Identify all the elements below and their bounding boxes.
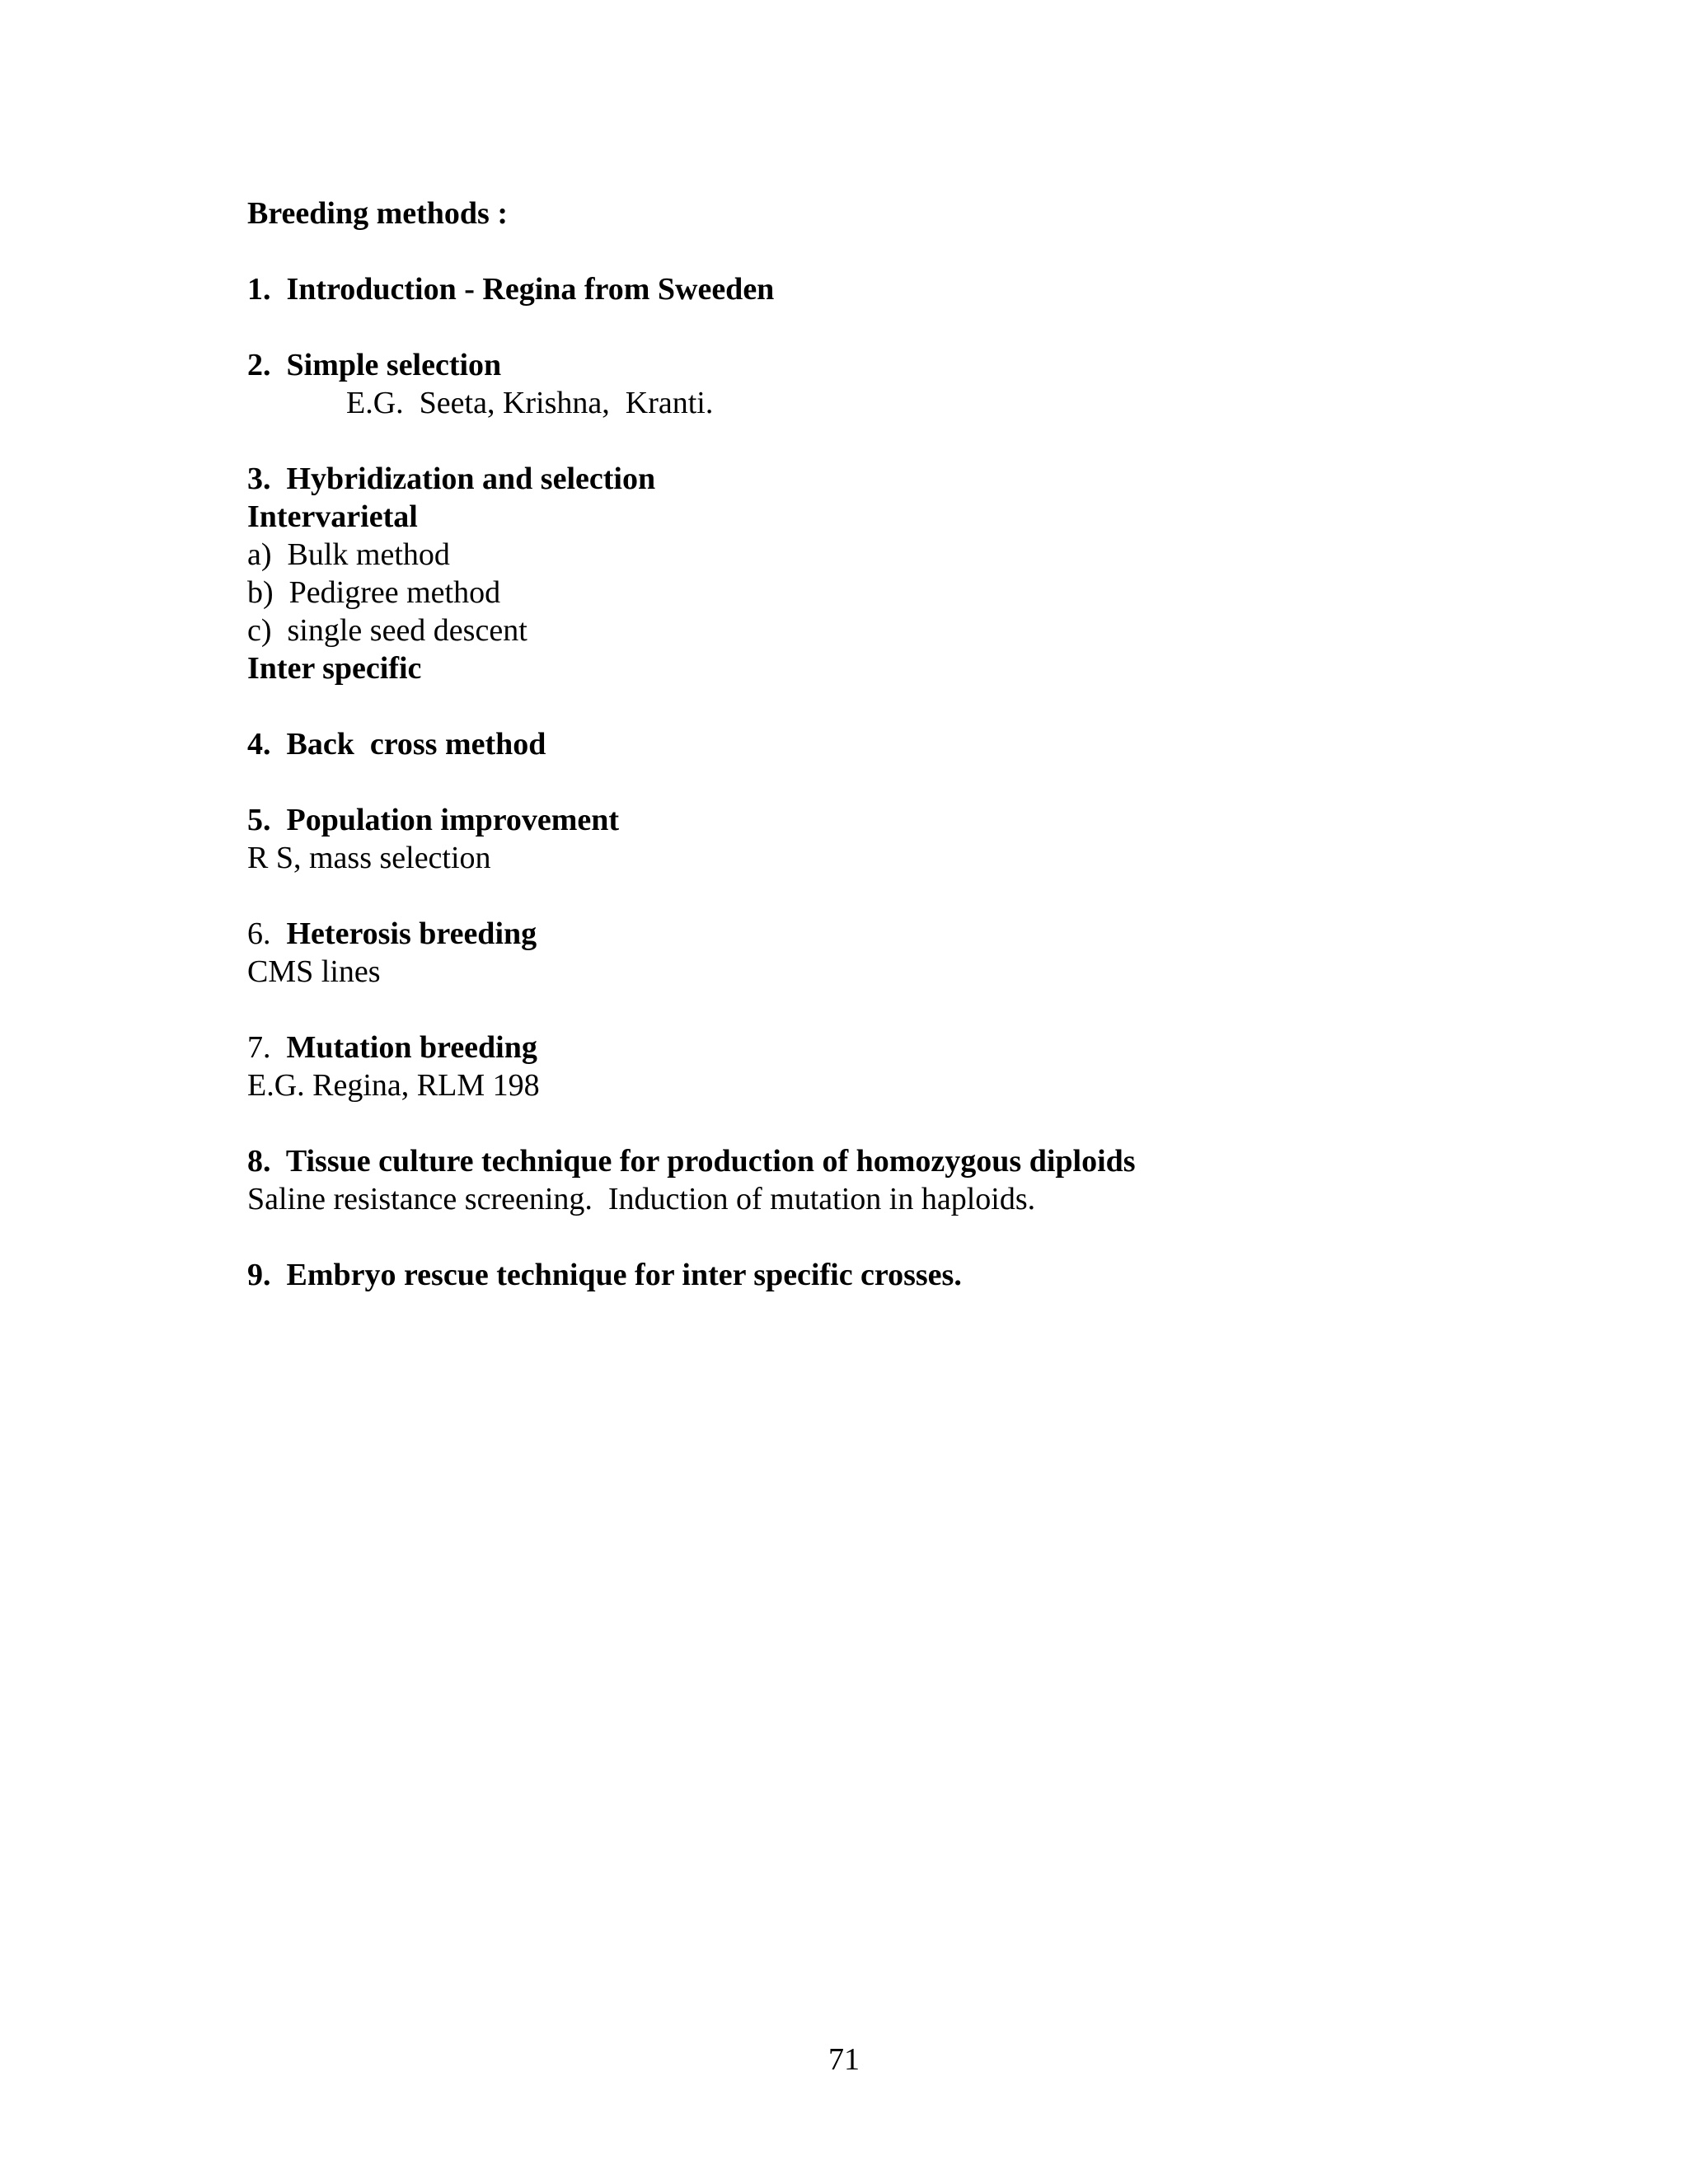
section-2-heading	[247, 346, 1607, 384]
section-9-number: 9.	[247, 1258, 287, 1292]
spacer	[247, 232, 1607, 270]
section-2-title: Simple selection	[286, 348, 502, 382]
section-4-heading	[247, 725, 1607, 763]
section-2-number: 2.	[247, 348, 287, 382]
section-3-number: 3.	[247, 462, 287, 496]
section-2-example: E.G. Seeta, Krishna, Kranti.	[346, 386, 714, 420]
section-7-title: Mutation breeding	[286, 1030, 537, 1065]
page-heading: Breeding methods :	[247, 196, 508, 231]
section-6-title: Heterosis breeding	[286, 916, 537, 951]
section-8-detail: Saline resistance screening. Induction of mutation in haploids.	[247, 1182, 1036, 1216]
section-8-number: 8.	[247, 1144, 286, 1179]
section-6-heading	[247, 915, 1607, 953]
spacer	[247, 763, 1607, 801]
section-6-number: 6.	[247, 916, 287, 951]
section-7-heading	[247, 1029, 1607, 1066]
spacer	[247, 1218, 1607, 1256]
section-3-subheading-intervarietal: Intervarietal	[247, 499, 418, 534]
section-3-title: Hybridization and selection	[286, 462, 656, 496]
spacer	[247, 422, 1607, 460]
spacer	[247, 687, 1607, 725]
section-9-heading	[247, 1256, 1607, 1294]
list-item: c) single seed descent	[247, 613, 528, 648]
spacer	[247, 308, 1607, 346]
spacer	[247, 991, 1607, 1029]
section-7-detail: E.G. Regina, RLM 198	[247, 1068, 540, 1103]
list-item: a) Bulk method	[247, 537, 450, 572]
section-7-number: 7.	[247, 1030, 287, 1065]
document-body	[247, 194, 1607, 1294]
list-item: b) Pedigree method	[247, 575, 501, 610]
spacer	[247, 877, 1607, 915]
section-5-detail: R S, mass selection	[247, 841, 491, 875]
section-5-heading	[247, 801, 1607, 839]
section-1-heading	[247, 270, 1607, 308]
section-1-number: 1.	[247, 272, 287, 307]
section-3-heading	[247, 460, 1607, 498]
section-4-title: Back cross method	[286, 727, 546, 762]
section-9-title: Embryo rescue technique for inter specific crosses.	[286, 1258, 962, 1292]
section-8-title: Tissue culture technique for production of homozygous diploids	[285, 1144, 1136, 1179]
section-8-heading	[247, 1142, 1607, 1180]
section-1-title: Introduction - Regina from Sweeden	[286, 272, 775, 307]
spacer	[247, 1104, 1607, 1142]
section-3-subheading-interspecific: Inter specific	[247, 651, 422, 686]
section-5-number: 5.	[247, 803, 287, 837]
section-5-title: Population improvement	[286, 803, 620, 837]
section-4-number: 4.	[247, 727, 287, 762]
page-number: 71	[828, 2042, 860, 2077]
section-6-detail: CMS lines	[247, 954, 381, 989]
